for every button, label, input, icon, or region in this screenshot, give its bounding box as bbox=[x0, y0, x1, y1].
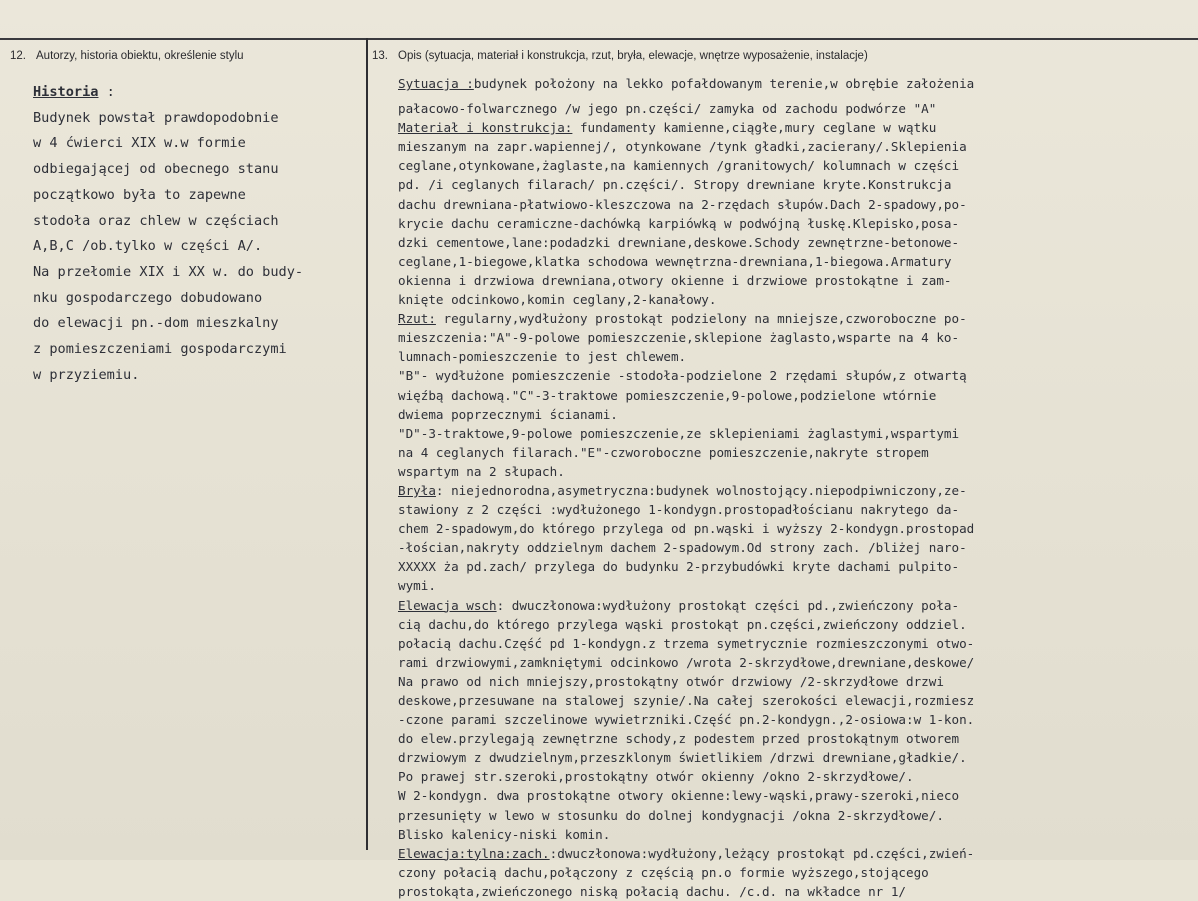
text-line: Na prawo od nich mniejszy,prostokątny otwór drzwiowy /2-skrzydłowe drzwi bbox=[398, 673, 944, 689]
text-line: XXXXX ża pd.zach/ przylega do budynku 2-przybudówki kryte dachami pulpito- bbox=[398, 559, 960, 575]
text-line: Na przełomie XIX i XX w. do budy- bbox=[33, 263, 304, 280]
text-line: do elew.przylegają zewnętrzne schody,z podestem przed prostokątnym otworem bbox=[398, 731, 960, 747]
text-line: ceglane,otynkowane,żaglaste,na kamiennych /granitowych/ kolumnach w części bbox=[398, 158, 960, 174]
text-line: A,B,C /ob.tylko w części A/. bbox=[33, 238, 263, 255]
text-line: stodoła oraz chlew w częściach bbox=[33, 212, 279, 229]
header-section-12 bbox=[10, 50, 244, 62]
text-line: w przyziemiu. bbox=[33, 366, 140, 383]
text-line: knięte odcinkowo,komin ceglany,2-kanałowy. bbox=[398, 292, 717, 308]
historia-heading: Historia : bbox=[33, 84, 115, 100]
material-label: Materiał i konstrukcja: bbox=[398, 120, 573, 136]
text-line: wspartym na 2 słupach. bbox=[398, 463, 565, 479]
historia-block bbox=[33, 80, 363, 388]
section-number: 12. bbox=[10, 50, 26, 62]
bryla-line: Bryła: niejednorodna,asymetryczna:budynek wolnostojący.niepodpiwniczony,ze- bbox=[398, 482, 967, 498]
text-line: rami drzwiowymi,zamkniętymi odcinkowo /wrota 2-skrzydłowe,drewniane,deskowe/ bbox=[398, 654, 975, 670]
elewacja-wsch-label: Elewacja wsch bbox=[398, 597, 497, 613]
text-line: mieszczenia:"A"-9-polowe pomieszczenie,sklepione żaglasto,wsparte na 4 ko- bbox=[398, 330, 960, 346]
text-line: deskowe,przesuwane na stalowej szynie/.Na całej szerokości elewacji,rozmiesz bbox=[398, 693, 975, 708]
text-line: na 4 ceglanych filarach."E"-czworoboczne pomieszczenie,nakryte stropem bbox=[398, 444, 929, 460]
text-line: czony połacią dachu,połączony z częścią pn.o formie wyższego,stojącego bbox=[398, 864, 929, 880]
text-line: -łościan,nakryty oddzielnym dachem 2-spadowym.Od strony zach. /bliżej naro- bbox=[398, 540, 967, 556]
sytuacja-label: Sytuacja : bbox=[398, 76, 474, 91]
text-line: mieszanym na zapr.wapiennej/, otynkowane /tynk gładki,zacierany/.Sklepienia bbox=[398, 139, 967, 155]
text-line: krycie dachu ceramiczne-dachówką karpiówką w podwójną łuskę.Klepisko,posa- bbox=[398, 215, 960, 231]
sytuacja-line: Sytuacja :budynek położony na lekko pofałdowanym terenie,w obrębie założenia bbox=[398, 76, 975, 91]
elewacja-tylna-label: Elewacja:tylna:zach. bbox=[398, 845, 550, 861]
rzut-line: Rzut: regularny,wydłużony prostokąt podzielony na mniejsze,czworoboczne po- bbox=[398, 311, 967, 327]
top-rule bbox=[0, 38, 1198, 40]
rzut-label: Rzut: bbox=[398, 311, 436, 327]
text-line: "B"- wydłużone pomieszczenie -stodoła-podzielone 2 rzędami słupów,z otwartą bbox=[398, 368, 967, 384]
header-section-13 bbox=[372, 50, 868, 62]
text-line: stawiony z 2 części :wydłużonego 1-kondygn.prostopadłościanu nakrytego da- bbox=[398, 502, 960, 518]
section-number: 13. bbox=[372, 50, 388, 62]
text-line: -czone parami szczelinowe wywietrzniki.Część pn.2-kondygn.,2-osiowa:w 1-kon. bbox=[398, 712, 975, 728]
section-label: Opis (sytuacja, materiał i konstrukcja, rzut, bryła, elewacje, wnętrze wyposażenie, instalacje) bbox=[398, 50, 868, 62]
text-line: wymi. bbox=[398, 578, 436, 594]
text-line: "D"-3-traktowe,9-polowe pomieszczenie,ze sklepieniami żaglastymi,wspartymi bbox=[398, 425, 960, 441]
text-line: ceglane,1-biegowe,klatka schodowa wewnętrzna-drewniana,1-biegowa.Armatury bbox=[398, 253, 952, 269]
opis-block bbox=[398, 74, 1190, 901]
text-line: połacią dachu.Część pd 1-kondygn.z trzema symetrycznie rozmieszczonymi otwo- bbox=[398, 635, 975, 651]
bryla-label: Bryła bbox=[398, 482, 436, 498]
text-line: dachu drewniana-płatwiowo-kleszczowa na 2-rzędach słupów.Dach 2-spadowy,po- bbox=[398, 196, 967, 212]
text-line: cią dachu,do którego przylega wąski prostokąt pn.części,zwieńczony oddziel. bbox=[398, 616, 967, 632]
text-line: W 2-kondygn. dwa prostokątne otwory okienne:lewy-wąski,prawy-szeroki,nieco bbox=[398, 788, 960, 804]
material-line: Materiał i konstrukcja: fundamenty kamienne,ciągłe,mury ceglane w wątku bbox=[398, 120, 937, 136]
section-label: Autorzy, historia obiektu, określenie stylu bbox=[36, 50, 244, 62]
elewacja-tylna-line: Elewacja:tylna:zach.:dwuczłonowa:wydłużony,leżący prostokąt pd.części,zwień- bbox=[398, 845, 975, 861]
text-line: więźbą dachową."C"-3-traktowe pomieszczenie,9-polowe,podzielone wtórnie bbox=[398, 387, 937, 403]
elewacja-wsch-line: Elewacja wsch: dwuczłonowa:wydłużony prostokąt części pd.,zwieńczony poła- bbox=[398, 597, 960, 613]
text-line: chem 2-spadowym,do którego przylega od pn.wąski i wyższy 2-kondygn.prostopad bbox=[398, 521, 975, 537]
text-line: odbiegającej od obecnego stanu bbox=[33, 161, 279, 178]
text-line: Blisko kalenicy-niski komin. bbox=[398, 826, 611, 842]
text-line: do elewacji pn.-dom mieszkalny bbox=[33, 315, 279, 332]
text-line: pd. /i ceglanych filarach/ pn.części/. Stropy drewniane kryte.Konstrukcja bbox=[398, 177, 952, 193]
column-divider bbox=[366, 38, 368, 850]
text-line: w 4 ćwierci XIX w.w formie bbox=[33, 135, 246, 152]
text-line: Po prawej str.szeroki,prostokątny otwór okienny /okno 2-skrzydłowe/. bbox=[398, 769, 914, 785]
text-line: z pomieszczeniami gospodarczymi bbox=[33, 341, 287, 358]
text-line: pałacowo-folwarcznego /w jego pn.części/ zamyka od zachodu podwórze "A" bbox=[398, 101, 937, 117]
text-line: przesunięty w lewo w stosunku do dolnej kondygnacji /okna 2-skrzydłowe/. bbox=[398, 807, 944, 823]
text-line: dzki cementowe,lane:podadzki drewniane,deskowe.Schody zewnętrzne-betonowe- bbox=[398, 234, 960, 250]
text-line: Budynek powstał prawdopodobnie bbox=[33, 109, 279, 126]
text-line: okienna i drzwiowa drewniana,otwory okienne i drzwiowe prostokątne i zam- bbox=[398, 272, 952, 288]
text-line: początkowo była to zapewne bbox=[33, 186, 246, 203]
text-line: drzwiowym z dwudzielnym,przeszklonym świetlikiem /drzwi drewniane,gładkie/. bbox=[398, 750, 967, 766]
text-line: prostokąta,zwieńczonego niską połacią dachu. /c.d. na wkładce nr 1/ bbox=[398, 883, 906, 899]
text-line: nku gospodarczego dobudowano bbox=[33, 289, 263, 306]
text-line: dwiema poprzecznymi ścianami. bbox=[398, 406, 618, 422]
text-line: lumnach-pomieszczenie to jest chlewem. bbox=[398, 349, 687, 365]
historia-title: Historia bbox=[33, 84, 99, 100]
